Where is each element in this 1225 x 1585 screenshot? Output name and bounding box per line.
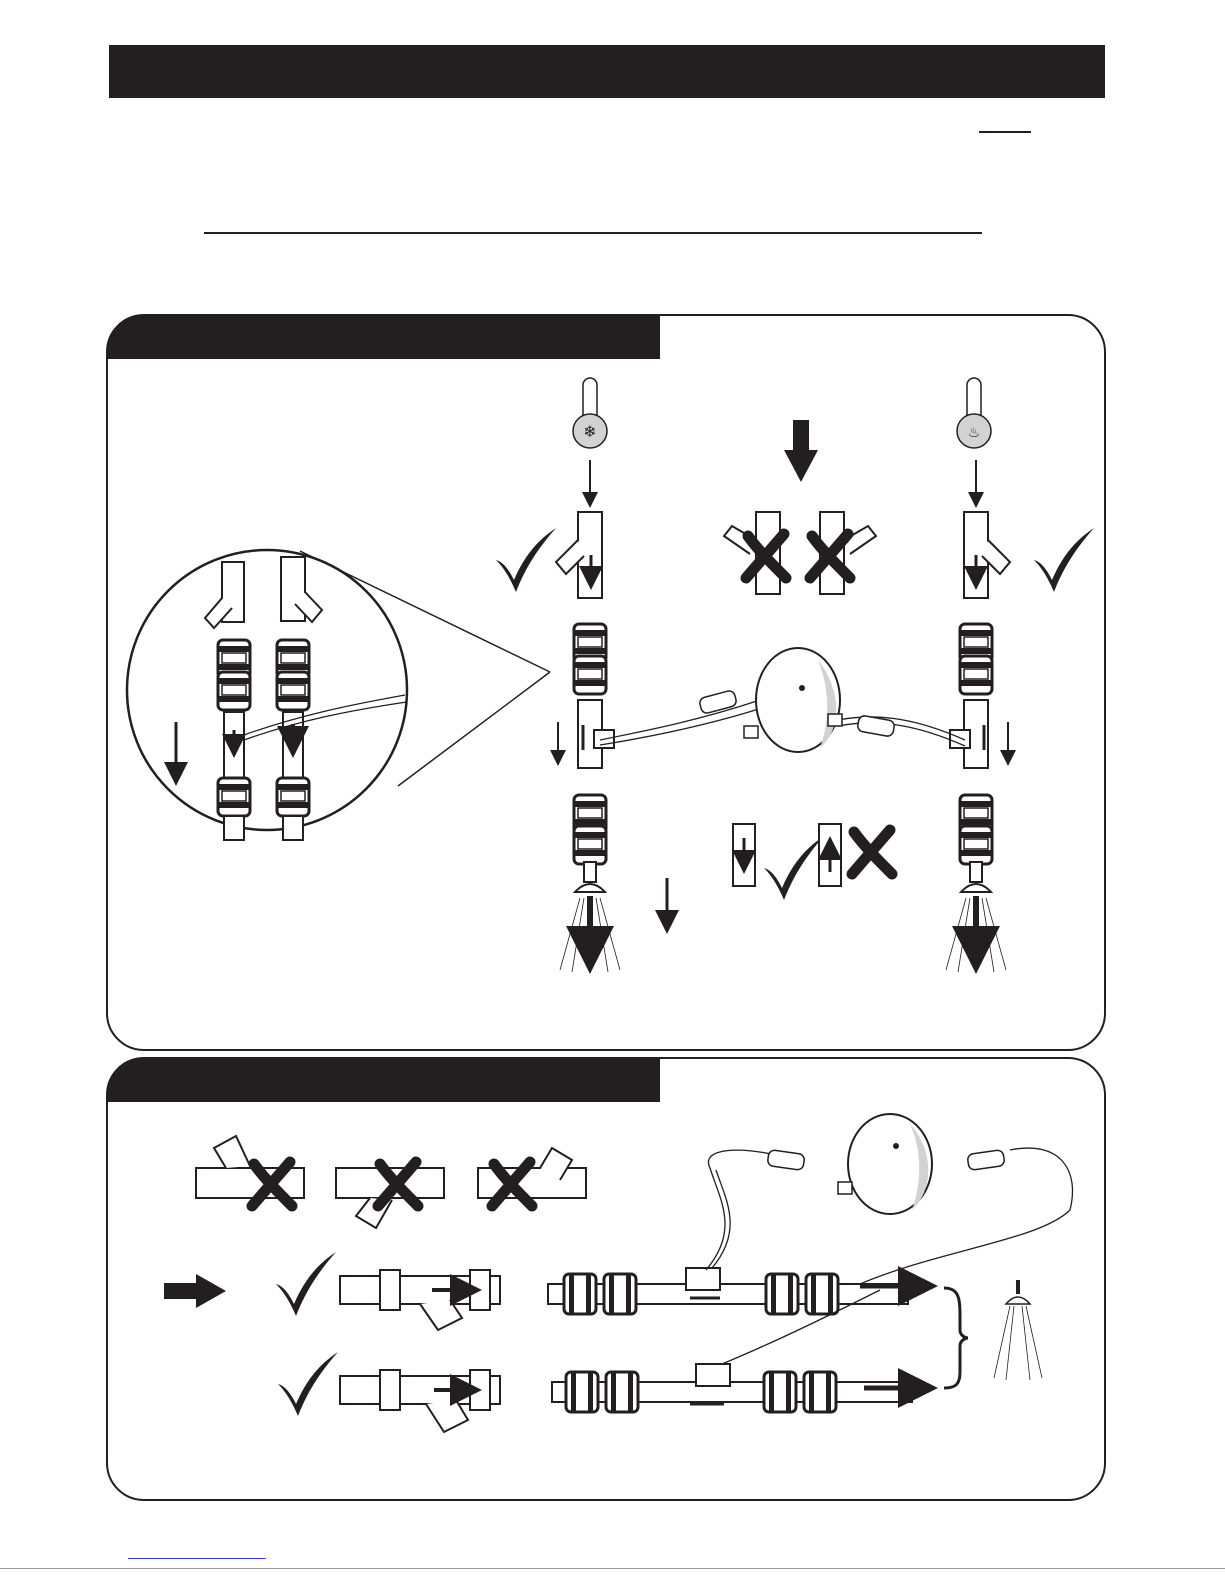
- incorrect-strainer-orientation: [724, 512, 876, 594]
- zoom-detail: [127, 550, 550, 840]
- footer-link[interactable]: [128, 1558, 266, 1559]
- svg-text:♨: ♨: [967, 425, 981, 441]
- horizontal-pipe-assembly-top: [548, 1268, 918, 1314]
- heat-thermometer-icon: [957, 378, 991, 448]
- page-bottom-rule: [0, 1568, 1225, 1569]
- control-unit-icon: [600, 648, 965, 752]
- cold-pipe-assembly: [556, 460, 620, 972]
- control-unit-icon: [706, 1114, 1073, 1364]
- horizontal-pipe-assembly-bottom: [552, 1364, 918, 1412]
- check-mark-icon: [276, 1252, 336, 1316]
- correct-horizontal-strainer-bottom: [340, 1370, 500, 1432]
- snowflake-thermometer-icon: [573, 378, 607, 448]
- flow-arrow-icon: [784, 420, 818, 482]
- check-mark-icon: [1034, 528, 1094, 592]
- flow-direction-examples: [733, 824, 892, 900]
- check-mark-icon: [496, 528, 556, 592]
- hot-pipe-assembly: [946, 460, 1010, 972]
- flow-arrow-icon: [164, 1274, 226, 1308]
- incorrect-horizontal-strainers: [196, 1136, 586, 1228]
- shower-head-icon: [944, 1280, 1042, 1388]
- correct-horizontal-strainer-top: [340, 1270, 500, 1330]
- svg-text:❄: ❄: [583, 422, 597, 441]
- check-mark-icon: [278, 1352, 338, 1416]
